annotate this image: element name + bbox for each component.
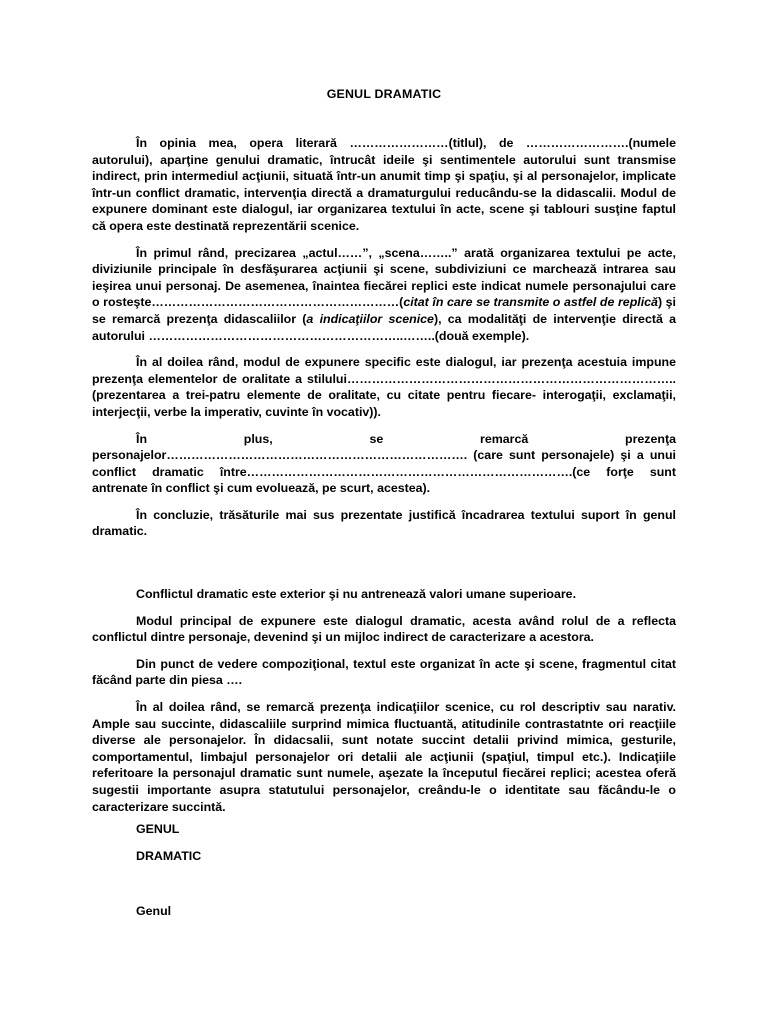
paragraph-intro: În opinia mea, opera literară ……………………(titlul), de …………………….(numele autorului), aparţine genului dramatic, întrucât ideile şi sentimentele autorului sunt transmise indirect, prin intermediul acţiunii, situată într-un anumit timp şi spaţiu, şi al personajelor, implicate într-un conflict dramatic, intervenţia directă a dramaturgului reducându-se la didascalii. Modul de expunere dominant este dialogul, iar organizarea textului în acte, scene şi tablouri susţine faptul că opera este destinată reprezentării scenice. [92,136,676,233]
paragraph-stage-directions: În al doilea rând, se remarcă prezenţa indicaţiilor scenice, cu rol descriptiv sau narativ. Ample sau succinte, didascaliile surprind mimica fluctuantă, atitudinile contrastatnte ori reacţiile diverse ale personajelor. În didacsalii, sunt notate succint detalii privind mimica, gesturile, comportamentul, limbajul personajelor ori detalii ale acţiunii (spaţiul, timpul etc.). Indicaţiile referitoare la personajul dramatic sunt numele, aşezate la începutul fiecărei replici; acestea oferă sugestii importante asupra statutului personajelor, creându-le o identitate sau făcându-le o caracterizare succintă. [92,699,676,814]
trailing-word-dramatic: DRAMATIC [136,849,202,863]
document-title: GENUL DRAMATIC [326,87,442,101]
paragraph-composition: Din punct de vedere compoziţional, textul este organizat în acte şi scene, fragmentul citat făcând parte din piesa …. [92,656,676,688]
section-template [92,135,676,550]
section-notes [92,586,676,825]
paragraph-first-argument-part-a: În primul rând, precizarea „actul……”, „scena……..” arată organizarea textului pe acte, diviziunile principale în desfăşurarea acţiunii şi scene, subdiviziuni ce marchează intrarea sau ieşirea unui personaj. De asemenea, înaintea fiecărei replici este indicat numele personajului care o rosteşte……………………………………………………( [92,245,676,310]
paragraph-conflict: Conflictul dramatic este exterior şi nu antrenează valori umane superioare. [136,587,577,601]
paragraph-first-argument-part-e: ), ca modalităţi de intervenţie directă a autorului ……………………………………………………..……..(două exemple). [92,311,676,343]
paragraph-first-argument-part-c: ) şi se remarcă prezenţa didascaliilor ( [92,295,676,326]
paragraph-dialogue: Modul principal de expunere este dialogul dramatic, acesta având rolul de a reflecta conflictul dintre personaje, devenind şi un mijloc indirect de caracterizare a acestora. [92,613,676,645]
paragraph-first-argument-italic-2: a indicaţiilor scenice [306,311,434,326]
paragraph-third-argument: În plus, se remarcă prezenţa personajelor………………………………………………………………. (care sunt personajele) şi a unui conflict dramatic între…………………………………………………………………….(ce forţe sunt antrenate în conflict şi cum evoluează, pe scurt, acestea). [92,431,676,496]
paragraph-conclusion: În concluzie, trăsăturile mai sus prezentate justifică încadrarea textului suport în genul dramatic. [92,507,676,539]
trailing-word-genul-2: Genul [136,904,172,918]
paragraph-first-argument [92,245,676,345]
paragraph-second-argument: În al doilea rând, modul de expunere specific este dialogul, iar prezenţa acestuia impune prezenţa elementelor de oralitate a stilului…………………………………………………………………….. (prezentarea a trei-patru elemente de oralitate, cu citate pentru fiecare- interogaţii, exclamaţii, interjecţii, verbe la imperativ, cuvinte în vocativ)). [92,355,676,419]
paragraph-first-argument-italic-1: citat în care se transmite o astfel de replică [403,295,658,310]
trailing-word-genul: GENUL [136,822,180,836]
